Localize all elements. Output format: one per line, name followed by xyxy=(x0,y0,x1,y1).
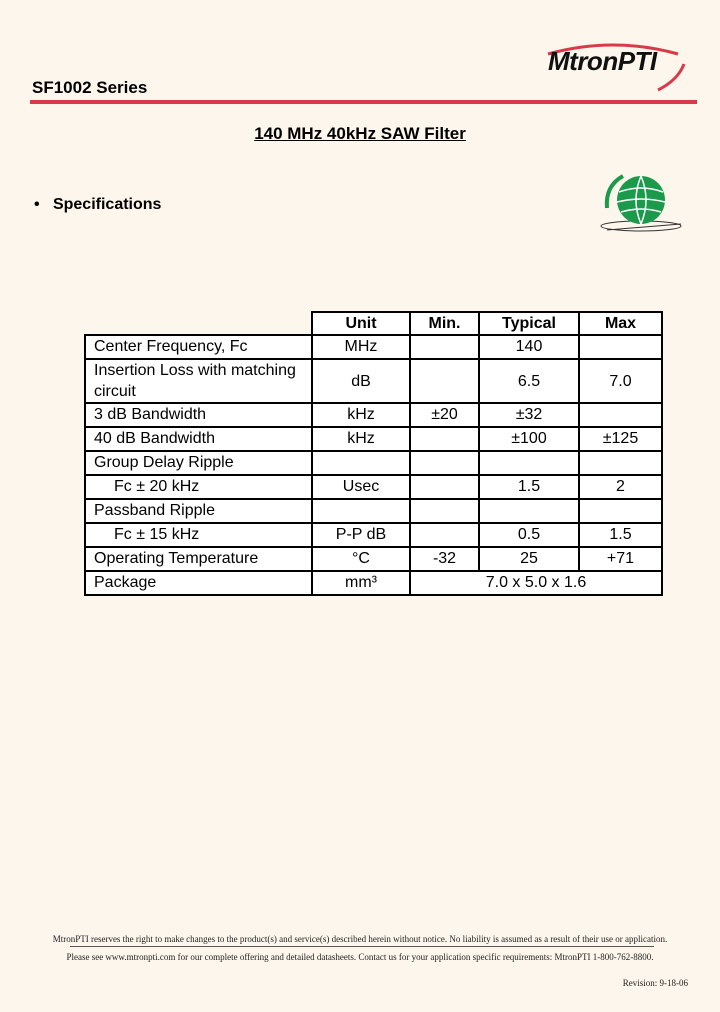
table-row xyxy=(85,359,662,403)
unit-cell: dB xyxy=(312,359,410,403)
unit-cell: Usec xyxy=(312,475,410,499)
max-cell: 2 xyxy=(579,475,662,499)
min-cell xyxy=(410,475,479,499)
table-row xyxy=(85,403,662,427)
typ-cell xyxy=(479,451,579,475)
footer-contact: Please see www.mtronpti.com for our complete offering and detailed datasheets. Contact us for your application specific requirements: MtronPTI 1-800-762-8800. xyxy=(66,952,654,962)
param-cell: 3 dB Bandwidth xyxy=(85,403,312,427)
bullet-glyph: • xyxy=(34,196,40,213)
min-cell xyxy=(410,359,479,403)
unit-cell xyxy=(312,499,410,523)
max-cell xyxy=(579,335,662,359)
min-cell xyxy=(410,451,479,475)
unit-cell: kHz xyxy=(312,427,410,451)
unit-cell xyxy=(312,451,410,475)
logo-text: MtronPTI xyxy=(548,46,657,76)
footer-divider xyxy=(70,946,654,947)
min-cell: -32 xyxy=(410,547,479,571)
series-title: SF1002 Series xyxy=(32,78,148,97)
table-corner xyxy=(85,312,312,335)
unit-cell: mm³ xyxy=(312,571,410,595)
unit-cell: kHz xyxy=(312,403,410,427)
header-max: Max xyxy=(579,312,662,335)
header-unit: Unit xyxy=(312,312,410,335)
max-cell xyxy=(579,499,662,523)
table-row xyxy=(85,475,662,499)
param-cell: Passband Ripple xyxy=(85,499,312,523)
unit-cell: P-P dB xyxy=(312,523,410,547)
min-cell xyxy=(410,427,479,451)
max-cell: +71 xyxy=(579,547,662,571)
package-dimensions: 7.0 x 5.0 x 1.6 xyxy=(410,571,662,595)
typ-cell xyxy=(479,499,579,523)
table-row xyxy=(85,335,662,359)
max-cell: 7.0 xyxy=(579,359,662,403)
param-cell: Package xyxy=(85,571,312,595)
param-cell: Operating Temperature xyxy=(85,547,312,571)
typ-cell: ±32 xyxy=(479,403,579,427)
typ-cell: 140 xyxy=(479,335,579,359)
rohs-compliant-globe-icon xyxy=(597,166,687,238)
max-cell: 1.5 xyxy=(579,523,662,547)
table-row xyxy=(85,427,662,451)
param-cell: Fc ± 15 kHz xyxy=(85,523,312,547)
table-row xyxy=(85,451,662,475)
table-row xyxy=(85,499,662,523)
param-cell: Group Delay Ripple xyxy=(85,451,312,475)
table-row xyxy=(85,571,662,595)
revision-date: Revision: 9-18-06 xyxy=(622,978,688,988)
page-title: 140 MHz 40kHz SAW Filter xyxy=(254,124,466,143)
min-cell xyxy=(410,523,479,547)
table-row xyxy=(85,547,662,571)
typ-cell: ±100 xyxy=(479,427,579,451)
header-typical: Typical xyxy=(479,312,579,335)
max-cell xyxy=(579,403,662,427)
param-cell: Fc ± 20 kHz xyxy=(85,475,312,499)
footer-notice: MtronPTI reserves the right to make changes to the product(s) and service(s) described herein without notice. No liability is assumed as a result of their use or application. xyxy=(52,934,668,944)
typ-cell: 6.5 xyxy=(479,359,579,403)
unit-cell: °C xyxy=(312,547,410,571)
param-cell: 40 dB Bandwidth xyxy=(85,427,312,451)
table-row xyxy=(85,523,662,547)
specifications-heading xyxy=(34,196,161,214)
max-cell xyxy=(579,451,662,475)
min-cell xyxy=(410,499,479,523)
header-divider xyxy=(30,100,697,104)
max-cell: ±125 xyxy=(579,427,662,451)
typ-cell: 0.5 xyxy=(479,523,579,547)
table-header-row xyxy=(85,312,662,335)
min-cell xyxy=(410,335,479,359)
header-min: Min. xyxy=(410,312,479,335)
param-cell: Insertion Loss with matching circuit xyxy=(85,359,312,403)
param-cell: Center Frequency, Fc xyxy=(85,335,312,359)
min-cell: ±20 xyxy=(410,403,479,427)
typ-cell: 25 xyxy=(479,547,579,571)
specifications-table xyxy=(84,311,663,596)
specifications-label: Specifications xyxy=(52,196,162,213)
unit-cell: MHz xyxy=(312,335,410,359)
typ-cell: 1.5 xyxy=(479,475,579,499)
